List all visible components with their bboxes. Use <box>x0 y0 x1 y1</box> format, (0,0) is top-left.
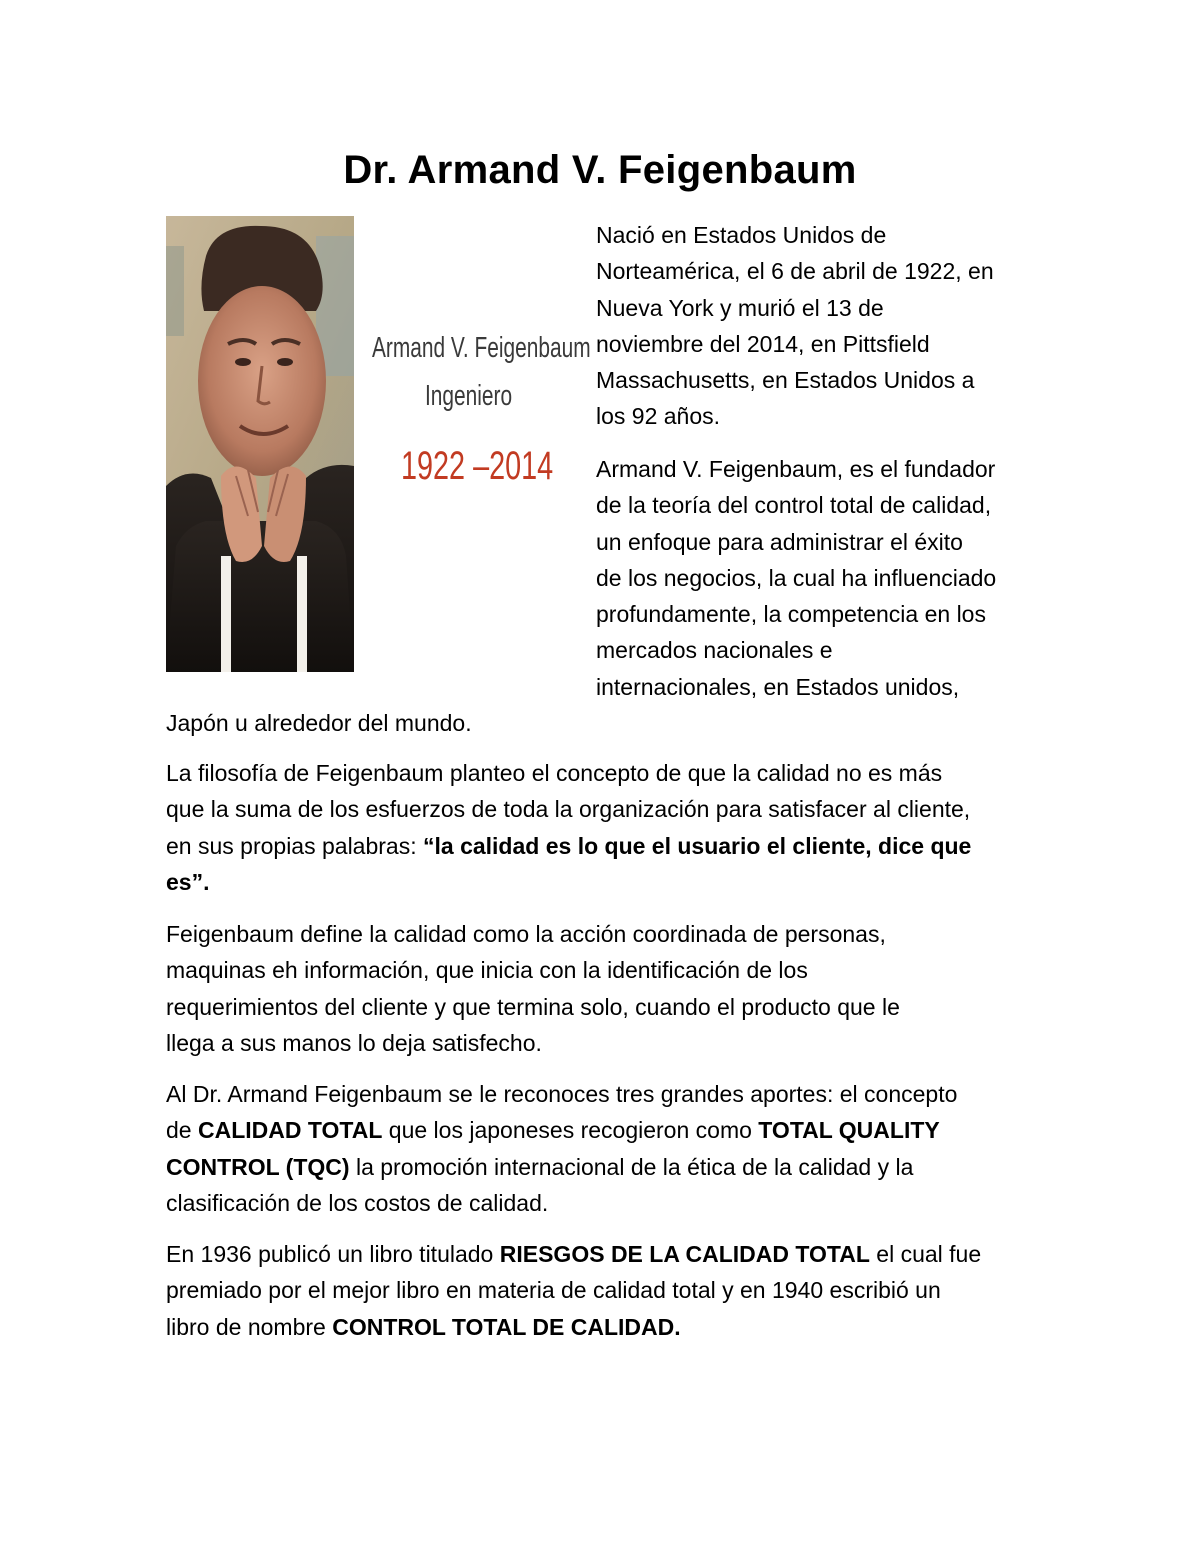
text-line: un enfoque para administrar el éxito <box>596 528 963 555</box>
text-line: que la suma de los esfuerzos de toda la organización para satisfacer al cliente, <box>166 796 971 823</box>
page-title: Dr. Armand V. Feigenbaum <box>343 148 857 192</box>
bio-paragraph <box>596 217 1046 435</box>
caption-name: Armand V. Feigenbaum <box>372 332 591 364</box>
text-line: llega a sus manos lo deja satisfecho. <box>166 1029 542 1056</box>
text-run: la promoción internacional de la ética de la calidad y la <box>349 1153 914 1180</box>
term-bold: CALIDAD TOTAL <box>197 1117 383 1144</box>
text-line <box>166 1112 1046 1148</box>
text-line: de la teoría del control total de calidad, <box>596 492 992 519</box>
text-line: premiado por el mejor libro en materia de calidad total y en 1940 escribió un <box>166 1277 941 1304</box>
term-bold: TOTAL QUALITY <box>758 1117 940 1144</box>
text-line <box>166 1149 1046 1185</box>
text-line: requerimientos del cliente y que termina solo, cuando el producto que le <box>166 993 900 1020</box>
contributions-paragraph <box>166 1076 1046 1221</box>
quote-bold: es”. <box>166 868 210 895</box>
text-run: de <box>166 1117 198 1144</box>
text-line: los 92 años. <box>596 403 721 430</box>
philosophy-paragraph <box>166 755 1046 900</box>
text-line: La filosofía de Feigenbaum planteo el concepto de que la calidad no es más <box>166 760 943 786</box>
caption-role: Ingeniero <box>425 380 513 412</box>
text-line: Nueva York y murió el 13 de <box>596 294 884 321</box>
quote-bold: “la calidad es lo que el usuario el cliente, dice que <box>423 832 972 859</box>
text-line: profundamente, la competencia en los <box>596 601 986 628</box>
founder-paragraph-tail <box>166 705 1046 741</box>
books-paragraph <box>166 1236 1046 1345</box>
text-line: internacionales, en Estados unidos, <box>596 673 960 700</box>
text-line <box>166 1309 1046 1345</box>
text-line: clasificación de los costos de calidad. <box>166 1189 549 1216</box>
text-line: Armand V. Feigenbaum, es el fundador <box>596 456 996 482</box>
text-line <box>166 828 1046 864</box>
founder-paragraph <box>596 451 1046 705</box>
text-run: En 1936 publicó un libro titulado <box>166 1241 500 1267</box>
text-line: mercados nacionales e <box>596 637 833 664</box>
term-bold: CONTROL (TQC) <box>166 1153 350 1180</box>
definition-paragraph <box>166 916 1046 1061</box>
text-run: en sus propias palabras: <box>166 832 423 859</box>
term-bold: CONTROL TOTAL DE CALIDAD. <box>332 1313 681 1340</box>
text-line: Massachusetts, en Estados Unidos a <box>596 367 975 394</box>
text-line: Norteamérica, el 6 de abril de 1922, en <box>596 258 994 285</box>
caption-years: 1922 –2014 <box>401 444 554 488</box>
text-line: noviembre del 2014, en Pittsfield <box>596 330 930 357</box>
text-line <box>166 1236 1046 1272</box>
text-run: libro de nombre <box>166 1313 333 1340</box>
text-line: Al Dr. Armand Feigenbaum se le reconoces tres grandes aportes: el concepto <box>166 1081 958 1107</box>
portrait-photo <box>166 216 354 672</box>
text-line: Japón u alrededor del mundo. <box>166 710 472 736</box>
term-bold: RIESGOS DE LA CALIDAD TOTAL <box>499 1241 870 1267</box>
text-run: que los japoneses recogieron como <box>382 1117 759 1144</box>
portrait-figure <box>166 216 591 672</box>
text-line: de los negocios, la cual ha influenciado <box>596 564 997 591</box>
text-line: maquinas eh información, que inicia con la identificación de los <box>166 957 808 984</box>
text-line: Nació en Estados Unidos de <box>596 222 887 248</box>
text-line <box>166 864 1046 900</box>
text-run: el cual fue <box>869 1241 982 1267</box>
text-line: Feigenbaum define la calidad como la acción coordinada de personas, <box>166 921 886 947</box>
